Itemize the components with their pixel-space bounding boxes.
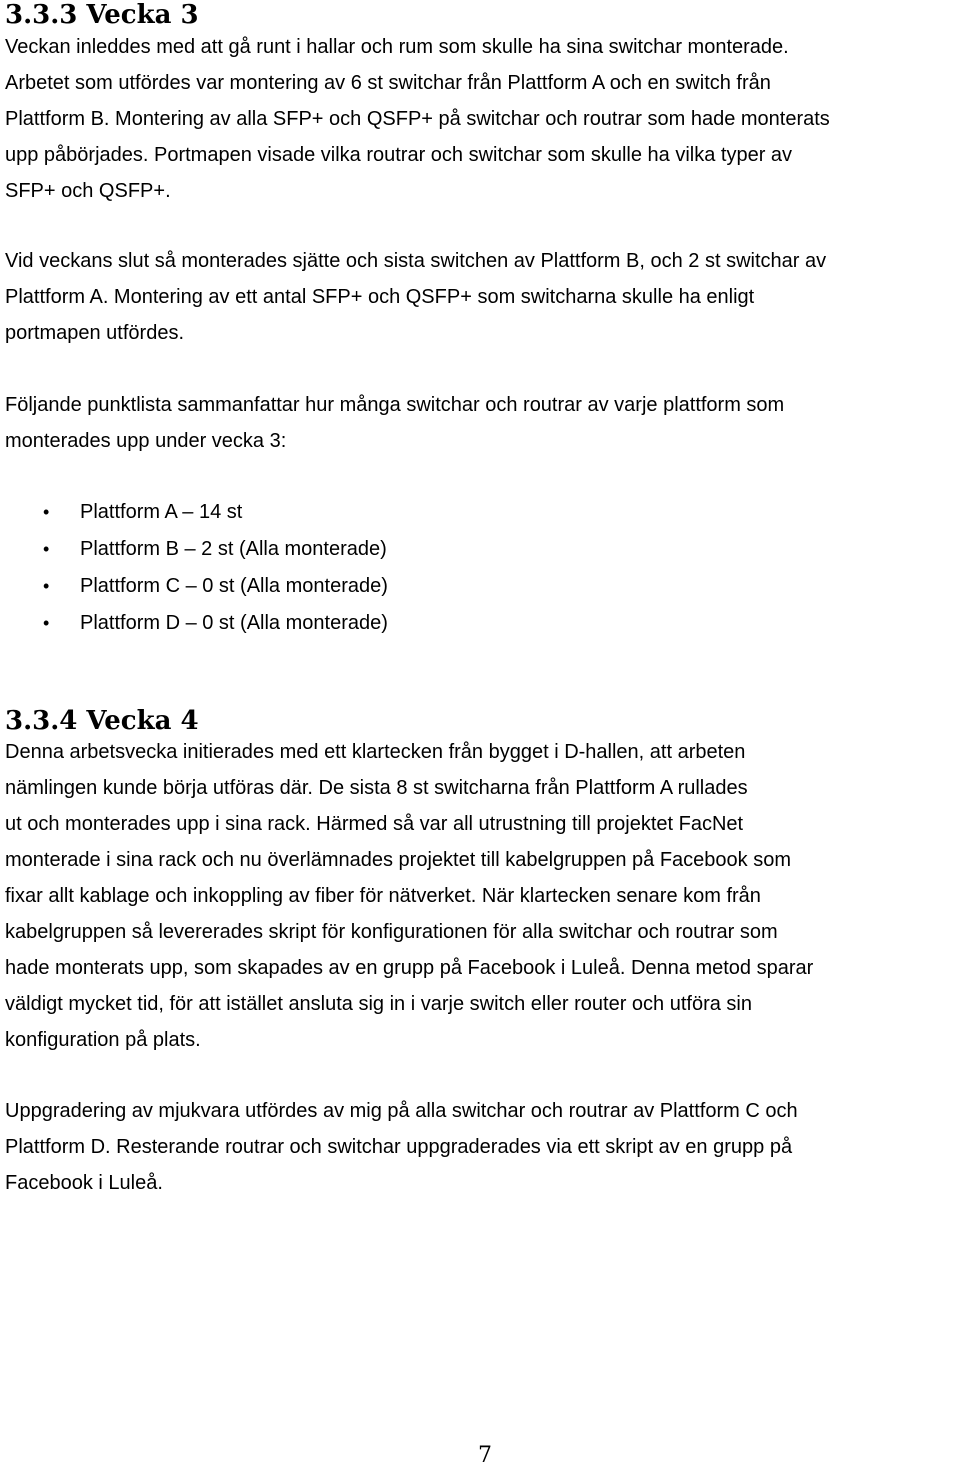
text-line: ut och monterades upp i sina rack. Härmed så var all utrustning till projektet FacNet [5,813,744,835]
text-line: konfiguration på plats. [5,1029,201,1051]
bullet-icon: • [43,502,50,522]
section-heading-vecka-4: 3.3.4 Vecka 4 [5,706,199,736]
bullet-icon: • [43,539,50,559]
list-item [5,531,388,568]
text-line: Uppgradering av mjukvara utfördes av mig på alla switchar och routrar av Plattform C och [5,1100,798,1122]
text-line: väldigt mycket tid, för att istället ansluta sig in i varje switch eller router och utföra sin [5,993,752,1015]
text-line: Följande punktlista sammanfattar hur många switchar och routrar av varje plattform som [5,394,785,416]
paragraph-vecka-4-main [5,734,813,1058]
text-line: Arbetet som utfördes var montering av 6 st switchar från Plattform A och en switch från [5,72,771,94]
bullet-icon: • [43,613,50,633]
text-line: hade monterats upp, som skapades av en grupp på Facebook i Luleå. Denna metod sparar [5,957,814,979]
list-item [5,605,388,642]
paragraph-vecka-3-summary [5,387,784,459]
text-line: Facebook i Luleå. [5,1172,163,1194]
text-line: upp påbörjades. Portmapen visade vilka routrar och switchar som skulle ha vilka typer av [5,144,793,166]
list-item-text: Plattform C – 0 st (Alla monterade) [80,575,388,597]
paragraph-vecka-3-intro [5,29,830,209]
text-line: portmapen utfördes. [5,322,184,344]
list-item [5,568,388,605]
text-line: fixar allt kablage och inkoppling av fiber för nätverket. När klartecken senare kom från [5,885,761,907]
text-line: Plattform D. Resterande routrar och switchar uppgraderades via ett skript av en grupp på [5,1136,793,1158]
text-line: monterades upp under vecka 3: [5,430,287,452]
text-line: Plattform A. Montering av ett antal SFP+ och QSFP+ som switcharna skulle ha enligt [5,286,755,308]
text-line: Plattform B. Montering av alla SFP+ och QSFP+ på switchar och routrar som hade monterats [5,108,830,130]
text-line: Vid veckans slut så monterades sjätte och sista switchen av Plattform B, och 2 st switchar av [5,250,827,272]
text-line: kabelgruppen så levererades skript för konfigurationen för alla switchar och routrar som [5,921,778,943]
section-heading-vecka-3: 3.3.3 Vecka 3 [5,0,199,30]
text-line: Denna arbetsvecka initierades med ett klartecken från bygget i D-hallen, att arbeten [5,741,746,763]
text-line: nämlingen kunde börja utföras där. De sista 8 st switcharna från Plattform A rullades [5,777,748,799]
text-line: monterade i sina rack och nu överlämnades projektet till kabelgruppen på Facebook som [5,849,791,871]
bullet-icon: • [43,576,50,596]
text-line: Veckan inleddes med att gå runt i hallar och rum som skulle ha sina switchar monterade. [5,36,789,58]
paragraph-vecka-3-end [5,243,826,351]
platform-bullet-list [5,494,388,642]
page-number: 7 [478,1443,492,1468]
list-item-text: Plattform A – 14 st [80,501,243,523]
paragraph-vecka-4-upgrade [5,1093,798,1201]
list-item-text: Plattform B – 2 st (Alla monterade) [80,538,387,560]
list-item-text: Plattform D – 0 st (Alla monterade) [80,612,388,634]
text-line: SFP+ och QSFP+. [5,180,171,202]
list-item [5,494,388,531]
